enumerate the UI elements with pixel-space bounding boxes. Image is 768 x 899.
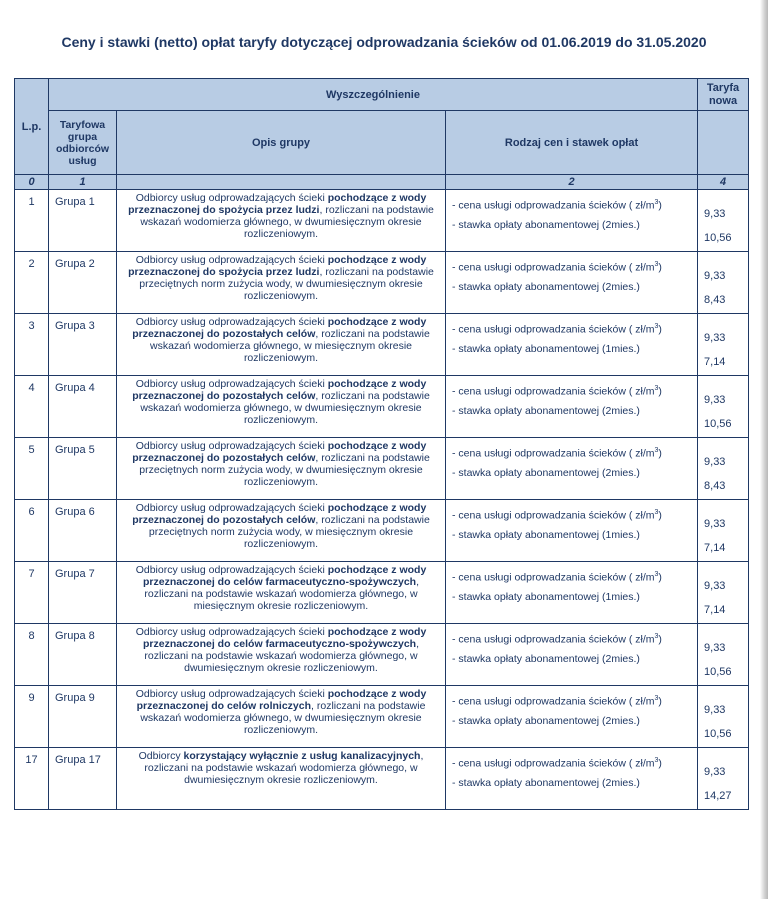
page-title: Ceny i stawki (netto) opłat taryfy dotyczącej odprowadzania ścieków od 01.06.2019 do 31.05.2020 bbox=[61, 34, 707, 50]
description-text: , rozliczani na podstawie wskazań wodomierza głównego, w miesięcznym okresie rozliczeniowym. bbox=[149, 328, 430, 364]
unit-exponent: 3 bbox=[654, 571, 659, 578]
row-values bbox=[698, 562, 749, 624]
charge-price: - cena usługi odprowadzania ścieków ( $zł/m^3$) bbox=[452, 323, 662, 336]
description-text: Odbiorcy usług odprowadzających ścieki bbox=[135, 564, 328, 576]
description-text: Odbiorcy usług odprowadzających ścieki bbox=[135, 378, 328, 390]
charge-subscription: - stawka opłaty abonamentowej (2mies.) bbox=[452, 219, 640, 231]
table-row bbox=[15, 686, 749, 748]
row-charge-types bbox=[446, 748, 698, 810]
row-description bbox=[117, 562, 446, 624]
price-value: 9,33 bbox=[704, 580, 726, 592]
row-values bbox=[698, 748, 749, 810]
row-group: Grupa 2 bbox=[49, 252, 117, 314]
page-edge-shadow bbox=[760, 0, 768, 899]
charge-subscription: - stawka opłaty abonamentowej (2mies.) bbox=[452, 405, 640, 417]
price-value: 9,33 bbox=[704, 270, 726, 282]
row-charge-types bbox=[446, 438, 698, 500]
row-group: Grupa 8 bbox=[49, 624, 117, 686]
row-group: Grupa 17 bbox=[49, 748, 117, 810]
row-values bbox=[698, 686, 749, 748]
description-bold: pochodzące z wody przeznaczonej do spożycia przez ludzi bbox=[128, 192, 427, 216]
subscription-value: 10,56 bbox=[704, 728, 732, 740]
description-bold: pochodzące z wody przeznaczonej do pozostałych celów bbox=[132, 316, 427, 340]
row-lp: 1 bbox=[15, 190, 49, 252]
header-lp: L.p. bbox=[15, 79, 49, 175]
row-lp: 8 bbox=[15, 624, 49, 686]
row-description bbox=[117, 624, 446, 686]
row-charge-types bbox=[446, 624, 698, 686]
header-wyszczegolnienie: Wyszczególnienie bbox=[49, 79, 698, 111]
header-num-0: 0 bbox=[15, 175, 49, 190]
unit-exponent: 3 bbox=[654, 199, 659, 206]
description-text: , rozliczani na podstawie wskazań wodomierza głównego, w dwumiesięcznym okresie rozliczeniowym. bbox=[140, 390, 430, 426]
unit-exponent: 3 bbox=[654, 695, 659, 702]
row-lp: 6 bbox=[15, 500, 49, 562]
description-text: , rozliczani na podstawie wskazań wodomierza głównego, w dwumiesięcznym okresie rozliczeniowym. bbox=[140, 204, 434, 240]
header-num-blank bbox=[117, 175, 446, 190]
price-value: 9,33 bbox=[704, 704, 726, 716]
row-lp: 5 bbox=[15, 438, 49, 500]
row-values bbox=[698, 190, 749, 252]
table-row bbox=[15, 376, 749, 438]
unit-exponent: 3 bbox=[654, 757, 659, 764]
table-body bbox=[15, 190, 749, 810]
charge-subscription: - stawka opłaty abonamentowej (2mies.) bbox=[452, 281, 640, 293]
description-text: Odbiorcy usług odprowadzających ścieki bbox=[135, 688, 328, 700]
price-value: 9,33 bbox=[704, 766, 726, 778]
description-text: Odbiorcy bbox=[138, 750, 184, 762]
charge-price: - cena usługi odprowadzania ścieków ( $zł/m^3$) bbox=[452, 447, 662, 460]
charge-subscription: - stawka opłaty abonamentowej (2mies.) bbox=[452, 467, 640, 479]
row-values bbox=[698, 252, 749, 314]
header-num-4: 4 bbox=[698, 175, 749, 190]
row-group: Grupa 5 bbox=[49, 438, 117, 500]
price-value: 9,33 bbox=[704, 332, 726, 344]
row-values bbox=[698, 314, 749, 376]
subscription-value: 7,14 bbox=[704, 604, 726, 616]
description-text: Odbiorcy usług odprowadzających ścieki bbox=[135, 192, 328, 204]
charge-subscription: - stawka opłaty abonamentowej (1mies.) bbox=[452, 343, 640, 355]
row-description bbox=[117, 376, 446, 438]
table-row bbox=[15, 562, 749, 624]
row-description bbox=[117, 314, 446, 376]
table-row bbox=[15, 624, 749, 686]
row-charge-types bbox=[446, 190, 698, 252]
unit-exponent: 3 bbox=[654, 633, 659, 640]
row-values bbox=[698, 438, 749, 500]
description-bold: korzystający wyłącznie z usług kanalizacyjnych bbox=[183, 750, 421, 762]
charge-subscription: - stawka opłaty abonamentowej (1mies.) bbox=[452, 529, 640, 541]
description-bold: pochodzące z wody przeznaczonej do spożycia przez ludzi bbox=[128, 254, 427, 278]
header-grupa: Taryfowa grupa odbiorców usług bbox=[49, 111, 117, 175]
header-num-1: 1 bbox=[49, 175, 117, 190]
description-text: , rozliczani na podstawie wskazań wodomierza głównego, w dwumiesięcznym okresie rozliczeniowym. bbox=[140, 700, 426, 736]
description-text: Odbiorcy usług odprowadzających ścieki bbox=[135, 440, 328, 452]
charge-price: - cena usługi odprowadzania ścieków ( $zł/m^3$) bbox=[452, 633, 662, 646]
subscription-value: 10,56 bbox=[704, 418, 732, 430]
unit-exponent: 3 bbox=[654, 447, 659, 454]
description-text: , rozliczani na podstawie wskazań wodomierza głównego, w dwumiesięcznym okresie rozliczeniowym. bbox=[144, 638, 419, 674]
row-group: Grupa 7 bbox=[49, 562, 117, 624]
charge-price: - cena usługi odprowadzania ścieków ( $zł/m^3$) bbox=[452, 695, 662, 708]
description-text: Odbiorcy usług odprowadzających ścieki bbox=[135, 254, 328, 266]
charge-price: - cena usługi odprowadzania ścieków ( $zł/m^3$) bbox=[452, 571, 662, 584]
subscription-value: 8,43 bbox=[704, 294, 726, 306]
subscription-value: 7,14 bbox=[704, 356, 726, 368]
unit-exponent: 3 bbox=[654, 509, 659, 516]
row-lp: 7 bbox=[15, 562, 49, 624]
description-text: , rozliczani na podstawie przeciętnych norm zużycia wody, w miesięcznym okresie rozliczeniowym. bbox=[148, 514, 430, 550]
row-description bbox=[117, 438, 446, 500]
charge-price: - cena usługi odprowadzania ścieków ( $zł/m^3$) bbox=[452, 261, 662, 274]
subscription-value: 8,43 bbox=[704, 480, 726, 492]
description-bold: pochodzące z wody przeznaczonej do celów farmaceutyczno-spożywczych bbox=[143, 564, 427, 588]
tariff-table bbox=[14, 78, 749, 810]
row-charge-types bbox=[446, 686, 698, 748]
row-group: Grupa 3 bbox=[49, 314, 117, 376]
charge-subscription: - stawka opłaty abonamentowej (2mies.) bbox=[452, 653, 640, 665]
description-bold: pochodzące z wody przeznaczonej do pozostałych celów bbox=[132, 440, 427, 464]
row-charge-types bbox=[446, 314, 698, 376]
row-lp: 9 bbox=[15, 686, 49, 748]
unit-exponent: 3 bbox=[654, 261, 659, 268]
charge-subscription: - stawka opłaty abonamentowej (1mies.) bbox=[452, 591, 640, 603]
header-taryfa: Taryfa nowa bbox=[698, 79, 749, 111]
description-text: Odbiorcy usług odprowadzających ścieki bbox=[135, 626, 328, 638]
row-lp: 4 bbox=[15, 376, 49, 438]
subscription-value: 10,56 bbox=[704, 666, 732, 678]
description-bold: pochodzące z wody przeznaczonej do celów rolniczych bbox=[136, 688, 427, 712]
table-row bbox=[15, 438, 749, 500]
row-lp: 2 bbox=[15, 252, 49, 314]
unit-exponent: 3 bbox=[654, 385, 659, 392]
row-description bbox=[117, 190, 446, 252]
header-num-2: 2 bbox=[446, 175, 698, 190]
row-charge-types bbox=[446, 376, 698, 438]
unit-exponent: 3 bbox=[654, 323, 659, 330]
row-charge-types bbox=[446, 562, 698, 624]
row-description bbox=[117, 686, 446, 748]
row-lp: 17 bbox=[15, 748, 49, 810]
subscription-value: 14,27 bbox=[704, 790, 732, 802]
table-row bbox=[15, 500, 749, 562]
charge-subscription: - stawka opłaty abonamentowej (2mies.) bbox=[452, 715, 640, 727]
price-value: 9,33 bbox=[704, 642, 726, 654]
price-value: 9,33 bbox=[704, 394, 726, 406]
header-empty bbox=[698, 111, 749, 175]
row-values bbox=[698, 500, 749, 562]
description-bold: pochodzące z wody przeznaczonej do pozostałych celów bbox=[132, 378, 427, 402]
row-description bbox=[117, 252, 446, 314]
row-group: Grupa 6 bbox=[49, 500, 117, 562]
table-row bbox=[15, 748, 749, 810]
charge-price: - cena usługi odprowadzania ścieków ( $zł/m^3$) bbox=[452, 757, 662, 770]
description-text: , rozliczani na podstawie przeciętnych norm zużycia wody, w dwumiesięcznym okresie rozliczeniowym. bbox=[139, 452, 430, 488]
description-text: , rozliczani na podstawie wskazań wodomierza głównego, w miesięcznym okresie rozliczeniowym. bbox=[144, 576, 419, 612]
table-row bbox=[15, 252, 749, 314]
description-bold: pochodzące z wody przeznaczonej do pozostałych celów bbox=[132, 502, 427, 526]
row-group: Grupa 1 bbox=[49, 190, 117, 252]
description-text: Odbiorcy usług odprowadzających ścieki bbox=[135, 316, 328, 328]
charge-price: - cena usługi odprowadzania ścieków ( $zł/m^3$) bbox=[452, 509, 662, 522]
row-group: Grupa 9 bbox=[49, 686, 117, 748]
row-values bbox=[698, 376, 749, 438]
header-rodzaj: Rodzaj cen i stawek opłat bbox=[446, 111, 698, 175]
price-value: 9,33 bbox=[704, 518, 726, 530]
description-text: , rozliczani na podstawie wskazań wodomierza głównego, w dwumiesięcznym okresie rozliczeniowym. bbox=[144, 750, 424, 786]
subscription-value: 7,14 bbox=[704, 542, 726, 554]
price-value: 9,33 bbox=[704, 208, 726, 220]
subscription-value: 10,56 bbox=[704, 232, 732, 244]
description-text: , rozliczani na podstawie przeciętnych norm zużycia wody, w dwumiesięcznym okresie rozliczeniowym. bbox=[139, 266, 434, 302]
charge-price: - cena usługi odprowadzania ścieków ( $zł/m^3$) bbox=[452, 385, 662, 398]
price-value: 9,33 bbox=[704, 456, 726, 468]
charge-price: - cena usługi odprowadzania ścieków ( $zł/m^3$) bbox=[452, 199, 662, 212]
row-lp: 3 bbox=[15, 314, 49, 376]
table-row bbox=[15, 190, 749, 252]
description-text: Odbiorcy usług odprowadzających ścieki bbox=[135, 502, 328, 514]
row-values bbox=[698, 624, 749, 686]
description-bold: pochodzące z wody przeznaczonej do celów farmaceutyczno-spożywczych bbox=[143, 626, 427, 650]
charge-subscription: - stawka opłaty abonamentowej (2mies.) bbox=[452, 777, 640, 789]
row-group: Grupa 4 bbox=[49, 376, 117, 438]
header-opis: Opis grupy bbox=[117, 111, 446, 175]
row-charge-types bbox=[446, 252, 698, 314]
row-description bbox=[117, 748, 446, 810]
table-row bbox=[15, 314, 749, 376]
row-charge-types bbox=[446, 500, 698, 562]
row-description bbox=[117, 500, 446, 562]
